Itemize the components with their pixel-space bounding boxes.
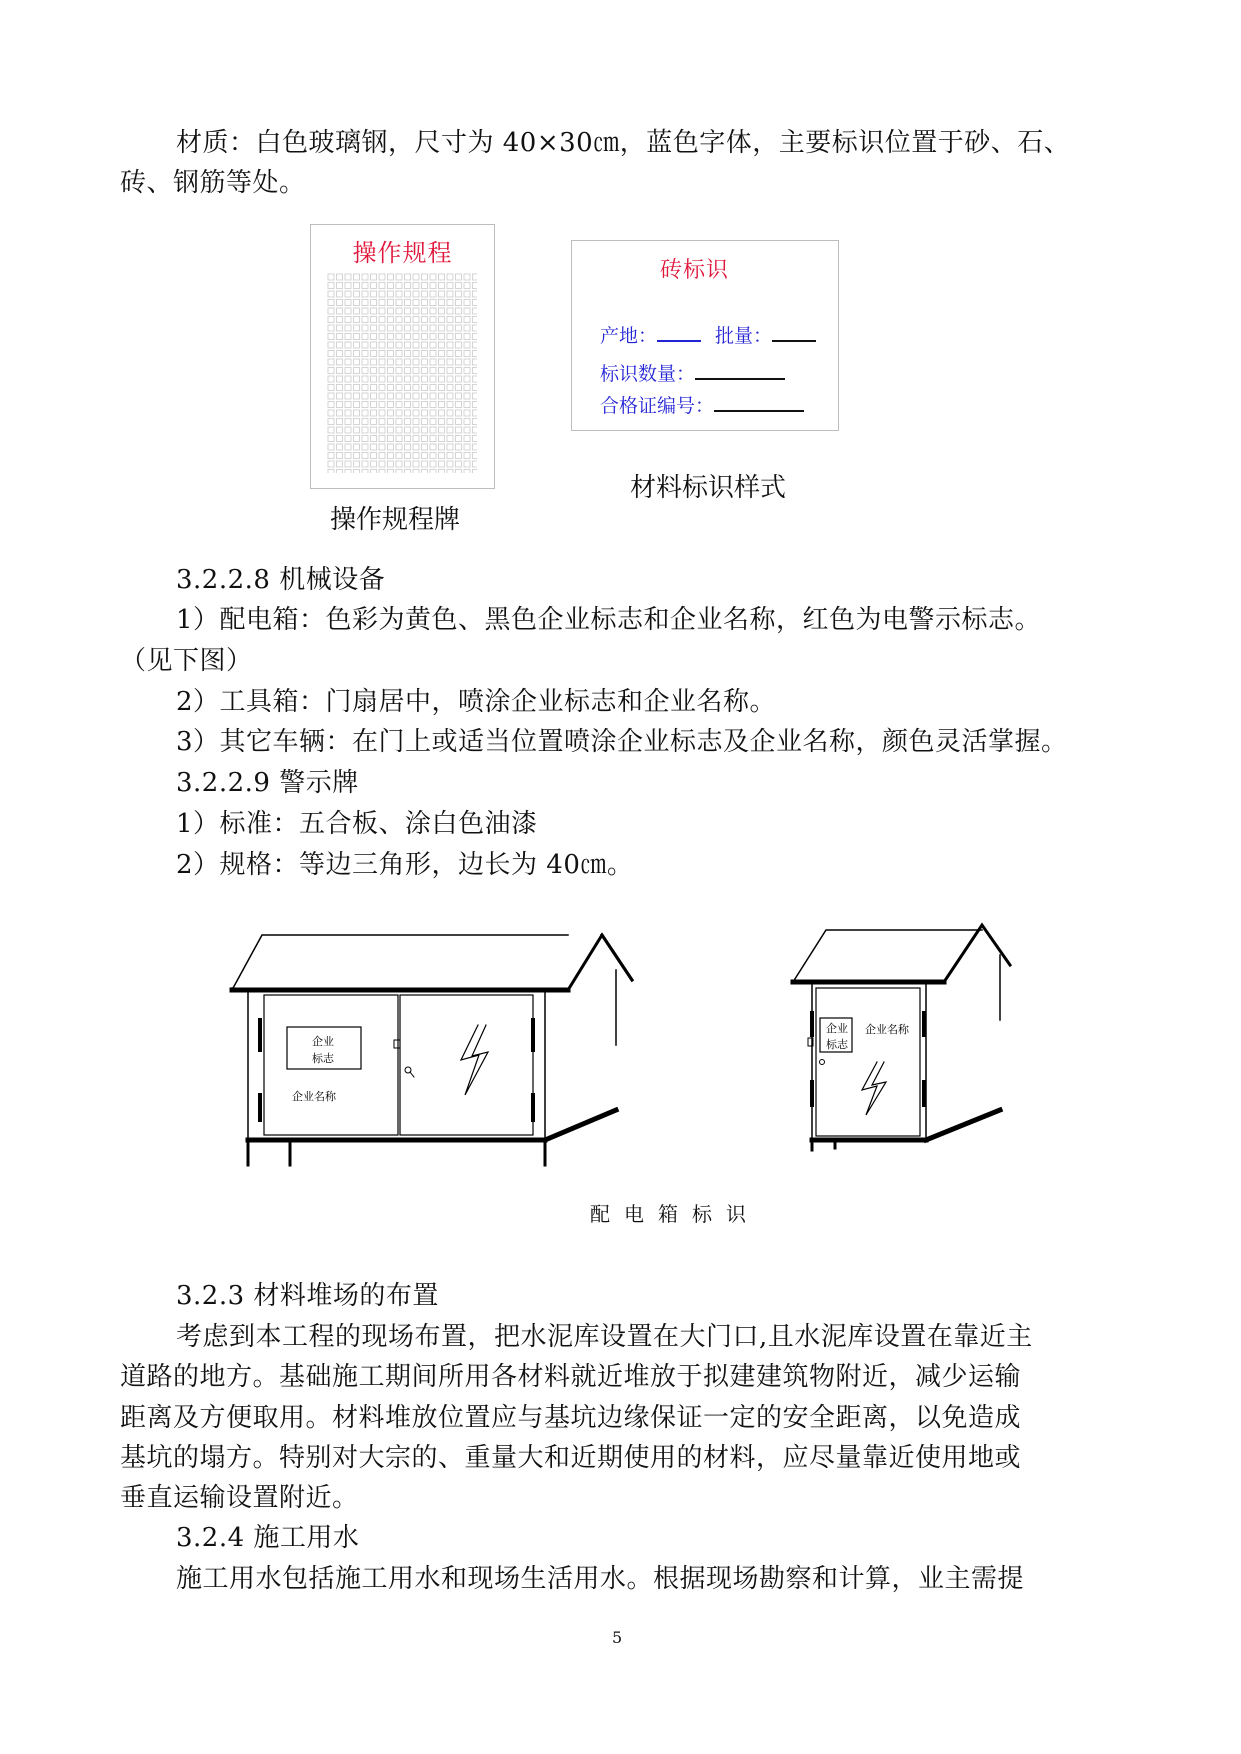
paragraph-line: 1）标准：五合板、涂白色油漆 — [176, 809, 538, 839]
small-box-company-name: 企业名称 — [865, 1023, 909, 1036]
blank-line — [657, 340, 701, 342]
field-batch-label: 批量： — [715, 325, 773, 347]
section-heading: 3.2.2.9 警示牌 — [176, 768, 359, 798]
paragraph-line: 施工用水包括施工用水和现场生活用水。根据现场勘察和计算，业主需提 — [176, 1564, 1025, 1594]
material-label-title: 砖标识 — [660, 258, 730, 283]
paragraph-line: 3）其它车辆：在门上或适当位置喷涂企业标志及企业名称，颜色灵活掌握。 — [176, 727, 1068, 757]
field-cert — [600, 391, 804, 418]
material-label-caption: 材料标识样式 — [630, 473, 787, 503]
paragraph-line: 材质：白色玻璃钢，尺寸为 40×30㎝，蓝色字体，主要标识位置于砂、石、 — [176, 128, 1071, 158]
paragraph-line: 垂直运输设置附近。 — [120, 1483, 359, 1513]
blank-line — [695, 378, 785, 380]
procedure-grid — [327, 273, 477, 473]
field-origin — [600, 321, 816, 348]
operating-procedure-caption: 操作规程牌 — [330, 505, 461, 535]
field-count-label: 标识数量： — [600, 363, 696, 385]
operating-procedure-board — [310, 224, 495, 489]
field-origin-label: 产地： — [600, 325, 658, 347]
material-label-sample — [571, 240, 839, 431]
paragraph-line: 考虑到本工程的现场布置，把水泥库设置在大门口,且水泥库设置在靠近主 — [176, 1322, 1033, 1352]
large-distribution-box — [232, 935, 632, 1165]
paragraph-line: （见下图） — [120, 646, 253, 676]
large-box-logo-line2: 标志 — [312, 1052, 334, 1065]
paragraph-line: 距离及方便取用。材料堆放位置应与基坑边缘保证一定的安全距离，以免造成 — [120, 1403, 1022, 1433]
paragraph-line: 2）工具箱：门扇居中，喷涂企业标志和企业名称。 — [176, 687, 777, 717]
blank-line — [714, 410, 804, 412]
paragraph-line: 基坑的塌方。特别对大宗的、重量大和近期使用的材料，应尽量靠近使用地或 — [120, 1443, 1022, 1473]
large-box-logo-line1: 企业 — [312, 1035, 334, 1048]
distribution-box-caption: 配电箱标识 — [590, 1202, 760, 1226]
paragraph-line: 砖、钢筋等处。 — [120, 168, 306, 198]
blank-line — [772, 340, 816, 342]
paragraph-line: 2）规格：等边三角形，边长为 40㎝。 — [176, 850, 634, 880]
large-box-company-name: 企业名称 — [292, 1090, 336, 1103]
paragraph-line: 1）配电箱：色彩为黄色、黑色企业标志和企业名称，红色为电警示标志。 — [176, 605, 1042, 635]
field-cert-label: 合格证编号： — [600, 395, 715, 417]
field-count — [600, 359, 785, 386]
section-heading: 3.2.2.8 机械设备 — [176, 565, 386, 595]
small-box-logo-line2: 标志 — [826, 1038, 848, 1051]
distribution-box-drawing — [0, 910, 1241, 1190]
operating-procedure-title: 操作规程 — [352, 239, 453, 267]
section-heading: 3.2.4 施工用水 — [176, 1523, 360, 1553]
paragraph-line: 道路的地方。基础施工期间所用各材料就近堆放于拟建建筑物附近，减少运输 — [120, 1362, 1022, 1392]
small-box-logo-line1: 企业 — [826, 1022, 848, 1035]
section-heading: 3.2.3 材料堆场的布置 — [176, 1281, 439, 1311]
page-number: 5 — [612, 1628, 623, 1647]
